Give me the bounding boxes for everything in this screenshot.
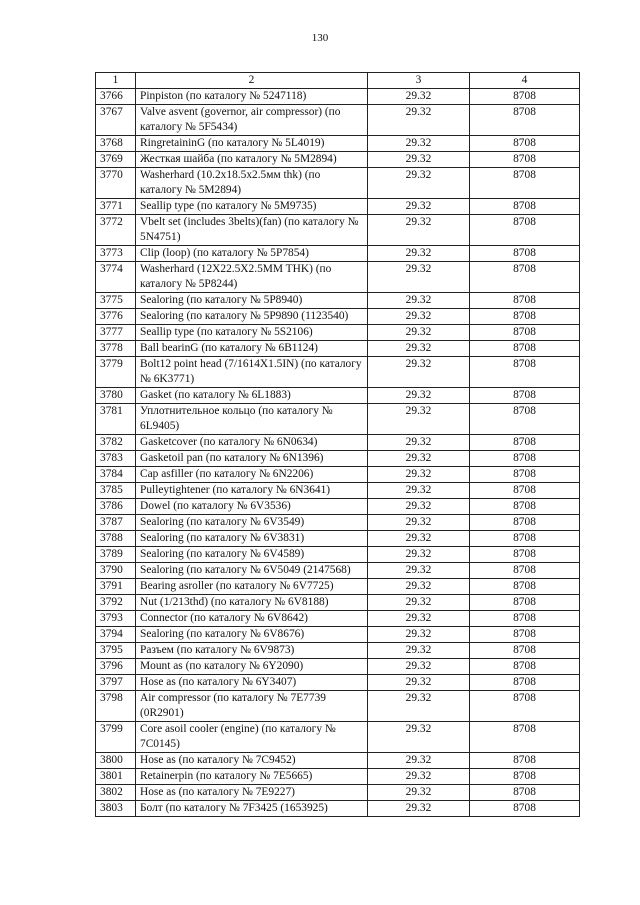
table-row — [96, 595, 580, 611]
item-description-cell: Уплотнительное кольцо (по каталогу № 6L9405) — [136, 404, 368, 435]
code-cell: 8708 — [470, 152, 580, 168]
table-row — [96, 152, 580, 168]
code-cell: 8708 — [470, 136, 580, 152]
item-description-cell: Cap asfiller (по каталогу № 6N2206) — [136, 467, 368, 483]
item-description-cell: Nut (1/213thd) (по каталогу № 6V8188) — [136, 595, 368, 611]
catalog-table — [95, 72, 580, 817]
row-number-cell: 3770 — [96, 168, 136, 199]
code-cell: 29.32 — [368, 89, 470, 105]
code-cell: 8708 — [470, 262, 580, 293]
item-description-cell: Retainerpin (по каталогу № 7E5665) — [136, 769, 368, 785]
code-cell: 8708 — [470, 611, 580, 627]
table-row — [96, 388, 580, 404]
table-row — [96, 325, 580, 341]
table-row — [96, 691, 580, 722]
table-row — [96, 451, 580, 467]
code-cell: 29.32 — [368, 467, 470, 483]
code-cell: 29.32 — [368, 547, 470, 563]
table-row — [96, 262, 580, 293]
code-cell: 29.32 — [368, 325, 470, 341]
code-cell: 8708 — [470, 753, 580, 769]
row-number-cell: 3784 — [96, 467, 136, 483]
code-cell: 29.32 — [368, 293, 470, 309]
item-description-cell: Gasketoil pan (по каталогу № 6N1396) — [136, 451, 368, 467]
item-description-cell: Valve asvent (governor, air compressor) (по каталогу № 5F5434) — [136, 105, 368, 136]
code-cell: 8708 — [470, 357, 580, 388]
item-description-cell: Air compressor (по каталогу № 7E7739 (0R2901) — [136, 691, 368, 722]
item-description-cell: Sealoring (по каталогу № 5P9890 (1123540) — [136, 309, 368, 325]
row-number-cell: 3767 — [96, 105, 136, 136]
code-cell: 8708 — [470, 483, 580, 499]
code-cell: 29.32 — [368, 404, 470, 435]
code-cell: 29.32 — [368, 531, 470, 547]
item-description-cell: Sealoring (по каталогу № 6V3549) — [136, 515, 368, 531]
code-cell: 29.32 — [368, 215, 470, 246]
item-description-cell: Hose as (по каталогу № 7E9227) — [136, 785, 368, 801]
item-description-cell: Pinpiston (по каталогу № 5247118) — [136, 89, 368, 105]
code-cell: 29.32 — [368, 595, 470, 611]
item-description-cell: Ball bearinG (по каталогу № 6B1124) — [136, 341, 368, 357]
row-number-cell: 3782 — [96, 435, 136, 451]
code-cell: 29.32 — [368, 262, 470, 293]
item-description-cell: Sealoring (по каталогу № 6V3831) — [136, 531, 368, 547]
code-cell: 8708 — [470, 451, 580, 467]
code-cell: 29.32 — [368, 801, 470, 817]
item-description-cell: Mount as (по каталогу № 6Y2090) — [136, 659, 368, 675]
table-row — [96, 499, 580, 515]
row-number-cell: 3791 — [96, 579, 136, 595]
column-header: 3 — [368, 73, 470, 89]
table-row — [96, 659, 580, 675]
table-row — [96, 246, 580, 262]
code-cell: 29.32 — [368, 515, 470, 531]
item-description-cell: Seallip type (по каталогу № 5M9735) — [136, 199, 368, 215]
code-cell: 8708 — [470, 801, 580, 817]
row-number-cell: 3773 — [96, 246, 136, 262]
code-cell: 8708 — [470, 89, 580, 105]
item-description-cell: RingretaininG (по каталогу № 5L4019) — [136, 136, 368, 152]
item-description-cell: Vbelt set (includes 3belts)(fan) (по каталогу № 5N4751) — [136, 215, 368, 246]
item-description-cell: Sealoring (по каталогу № 6V5049 (2147568) — [136, 563, 368, 579]
row-number-cell: 3802 — [96, 785, 136, 801]
code-cell: 8708 — [470, 499, 580, 515]
row-number-cell: 3777 — [96, 325, 136, 341]
item-description-cell: Sealoring (по каталогу № 5P8940) — [136, 293, 368, 309]
item-description-cell: Жесткая шайба (по каталогу № 5M2894) — [136, 152, 368, 168]
code-cell: 29.32 — [368, 483, 470, 499]
item-description-cell: Washerhard (12X22.5X2.5MM THK) (по каталогу № 5P8244) — [136, 262, 368, 293]
row-number-cell: 3792 — [96, 595, 136, 611]
item-description-cell: Gasketcover (по каталогу № 6N0634) — [136, 435, 368, 451]
code-cell: 8708 — [470, 309, 580, 325]
row-number-cell: 3803 — [96, 801, 136, 817]
row-number-cell: 3798 — [96, 691, 136, 722]
code-cell: 29.32 — [368, 785, 470, 801]
code-cell: 8708 — [470, 675, 580, 691]
table-row — [96, 136, 580, 152]
table-row — [96, 611, 580, 627]
item-description-cell: Core asoil cooler (engine) (по каталогу № 7C0145) — [136, 722, 368, 753]
code-cell: 29.32 — [368, 691, 470, 722]
row-number-cell: 3769 — [96, 152, 136, 168]
code-cell: 29.32 — [368, 152, 470, 168]
row-number-cell: 3778 — [96, 341, 136, 357]
item-description-cell: Hose as (по каталогу № 6Y3407) — [136, 675, 368, 691]
item-description-cell: Bolt12 point head (7/1614X1.5IN) (по каталогу № 6K3771) — [136, 357, 368, 388]
code-cell: 29.32 — [368, 659, 470, 675]
row-number-cell: 3789 — [96, 547, 136, 563]
table-header-row — [96, 73, 580, 89]
code-cell: 29.32 — [368, 451, 470, 467]
table-row — [96, 547, 580, 563]
item-description-cell: Болт (по каталогу № 7F3425 (1653925) — [136, 801, 368, 817]
item-description-cell: Sealoring (по каталогу № 6V8676) — [136, 627, 368, 643]
code-cell: 8708 — [470, 388, 580, 404]
code-cell: 8708 — [470, 595, 580, 611]
code-cell: 8708 — [470, 722, 580, 753]
item-description-cell: Dowel (по каталогу № 6V3536) — [136, 499, 368, 515]
row-number-cell: 3774 — [96, 262, 136, 293]
code-cell: 29.32 — [368, 136, 470, 152]
code-cell: 8708 — [470, 293, 580, 309]
code-cell: 29.32 — [368, 627, 470, 643]
table-row — [96, 801, 580, 817]
row-number-cell: 3785 — [96, 483, 136, 499]
table-row — [96, 563, 580, 579]
code-cell: 8708 — [470, 627, 580, 643]
item-description-cell: Connector (по каталогу № 6V8642) — [136, 611, 368, 627]
code-cell: 29.32 — [368, 309, 470, 325]
table-row — [96, 579, 580, 595]
code-cell: 8708 — [470, 105, 580, 136]
row-number-cell: 3795 — [96, 643, 136, 659]
table-row — [96, 722, 580, 753]
table-row — [96, 483, 580, 499]
code-cell: 8708 — [470, 531, 580, 547]
item-description-cell: Разъем (по каталогу № 6V9873) — [136, 643, 368, 659]
code-cell: 8708 — [470, 435, 580, 451]
code-cell: 8708 — [470, 341, 580, 357]
code-cell: 29.32 — [368, 675, 470, 691]
row-number-cell: 3781 — [96, 404, 136, 435]
item-description-cell: Hose as (по каталогу № 7C9452) — [136, 753, 368, 769]
page-number: 130 — [311, 32, 329, 44]
table-row — [96, 467, 580, 483]
code-cell: 8708 — [470, 325, 580, 341]
table-row — [96, 341, 580, 357]
code-cell: 29.32 — [368, 168, 470, 199]
code-cell: 29.32 — [368, 105, 470, 136]
row-number-cell: 3794 — [96, 627, 136, 643]
code-cell: 8708 — [470, 547, 580, 563]
table-row — [96, 435, 580, 451]
table-row — [96, 404, 580, 435]
code-cell: 29.32 — [368, 499, 470, 515]
column-header: 1 — [96, 73, 136, 89]
code-cell: 29.32 — [368, 388, 470, 404]
code-cell: 8708 — [470, 404, 580, 435]
table-row — [96, 168, 580, 199]
table-row — [96, 357, 580, 388]
item-description-cell: Seallip type (по каталогу № 5S2106) — [136, 325, 368, 341]
code-cell: 29.32 — [368, 435, 470, 451]
code-cell: 29.32 — [368, 199, 470, 215]
code-cell: 8708 — [470, 659, 580, 675]
table-row — [96, 105, 580, 136]
table-row — [96, 215, 580, 246]
row-number-cell: 3796 — [96, 659, 136, 675]
code-cell: 8708 — [470, 515, 580, 531]
row-number-cell: 3771 — [96, 199, 136, 215]
code-cell: 29.32 — [368, 722, 470, 753]
row-number-cell: 3787 — [96, 515, 136, 531]
item-description-cell: Washerhard (10.2x18.5x2.5мм thk) (по каталогу № 5M2894) — [136, 168, 368, 199]
code-cell: 8708 — [470, 643, 580, 659]
item-description-cell: Pulleytightener (по каталогу № 6N3641) — [136, 483, 368, 499]
code-cell: 29.32 — [368, 611, 470, 627]
table-row — [96, 769, 580, 785]
row-number-cell: 3786 — [96, 499, 136, 515]
row-number-cell: 3783 — [96, 451, 136, 467]
row-number-cell: 3776 — [96, 309, 136, 325]
row-number-cell: 3799 — [96, 722, 136, 753]
code-cell: 8708 — [470, 199, 580, 215]
table-row — [96, 627, 580, 643]
row-number-cell: 3797 — [96, 675, 136, 691]
code-cell: 29.32 — [368, 769, 470, 785]
code-cell: 29.32 — [368, 643, 470, 659]
code-cell: 8708 — [470, 246, 580, 262]
table-row — [96, 199, 580, 215]
row-number-cell: 3772 — [96, 215, 136, 246]
row-number-cell: 3768 — [96, 136, 136, 152]
row-number-cell: 3779 — [96, 357, 136, 388]
code-cell: 8708 — [470, 467, 580, 483]
table-row — [96, 531, 580, 547]
table-row — [96, 515, 580, 531]
row-number-cell: 3801 — [96, 769, 136, 785]
code-cell: 8708 — [470, 769, 580, 785]
row-number-cell: 3766 — [96, 89, 136, 105]
table-body — [96, 89, 580, 817]
item-description-cell: Clip (loop) (по каталогу № 5P7854) — [136, 246, 368, 262]
item-description-cell: Sealoring (по каталогу № 6V4589) — [136, 547, 368, 563]
code-cell: 29.32 — [368, 357, 470, 388]
code-cell: 8708 — [470, 215, 580, 246]
table-row — [96, 89, 580, 105]
row-number-cell: 3788 — [96, 531, 136, 547]
code-cell: 29.32 — [368, 246, 470, 262]
row-number-cell: 3775 — [96, 293, 136, 309]
code-cell: 29.32 — [368, 579, 470, 595]
code-cell: 29.32 — [368, 563, 470, 579]
code-cell: 8708 — [470, 785, 580, 801]
row-number-cell: 3780 — [96, 388, 136, 404]
code-cell: 29.32 — [368, 753, 470, 769]
code-cell: 29.32 — [368, 341, 470, 357]
row-number-cell: 3793 — [96, 611, 136, 627]
table-row — [96, 675, 580, 691]
table-row — [96, 643, 580, 659]
table-row — [96, 293, 580, 309]
item-description-cell: Gasket (по каталогу № 6L1883) — [136, 388, 368, 404]
item-description-cell: Bearing asroller (по каталогу № 6V7725) — [136, 579, 368, 595]
column-header: 2 — [136, 73, 368, 89]
code-cell: 8708 — [470, 691, 580, 722]
code-cell: 8708 — [470, 563, 580, 579]
row-number-cell: 3800 — [96, 753, 136, 769]
row-number-cell: 3790 — [96, 563, 136, 579]
table-row — [96, 785, 580, 801]
code-cell: 8708 — [470, 168, 580, 199]
column-header: 4 — [470, 73, 580, 89]
code-cell: 8708 — [470, 579, 580, 595]
table-row — [96, 753, 580, 769]
table-row — [96, 309, 580, 325]
